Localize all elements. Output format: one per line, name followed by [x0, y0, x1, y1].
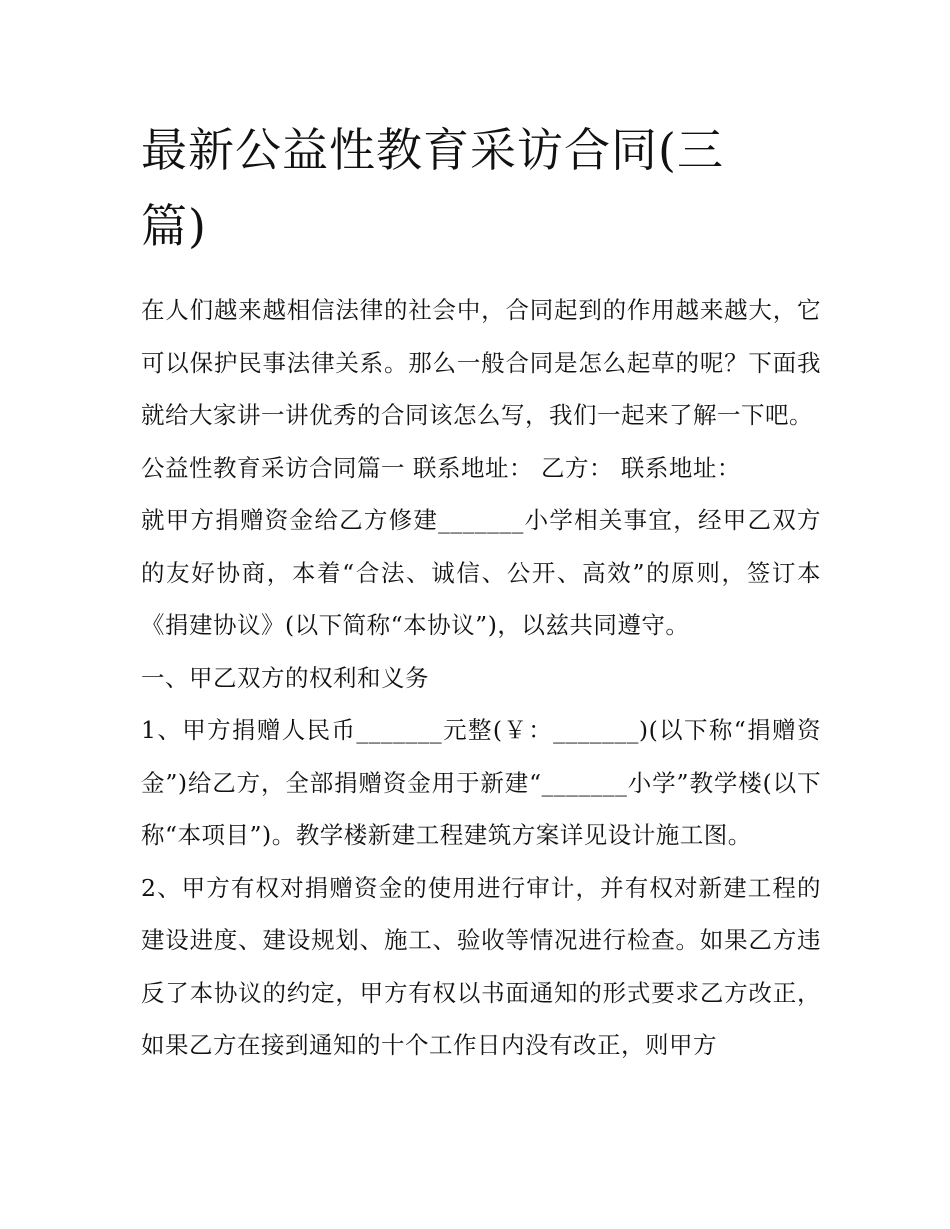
document-content [141, 112, 821, 1072]
section-heading: 一、甲乙双方的权利和义务 [141, 663, 429, 692]
contract-header-line: 公益性教育采访合同篇一 联系地址： 乙方： 联系地址： [141, 453, 741, 482]
document-title: 最新公益性教育采访合同(三篇) [141, 123, 724, 253]
document-body [141, 284, 821, 1072]
clause-2: 2、甲方有权对捐赠资金的使用进行审计，并有权对新建工程的建设进度、建设规划、施工、验收等情况进行检查。如果乙方违反了本协议的约定，甲方有权以书面通知的形式要求乙方改正，如果乙方在接到通知的十个工作日内没有改正，则甲方 [141, 873, 821, 1059]
intro-paragraph: 在人们越来越相信法律的社会中，合同起到的作用越来越大，它可以保护民事法律关系。那么一般合同是怎么起草的呢？下面我就给大家讲一讲优秀的合同该怎么写，我们一起来了解一下吧。 [141, 296, 821, 429]
contract-preamble: 就甲方捐赠资金给乙方修建_______小学相关事宜，经甲乙双方的友好协商，本着“合法、诚信、公开、高效”的原则，签订本《捐建协议》(以下简称“本协议”)，以兹共同遵守。 [141, 506, 821, 639]
clause-1: 1、甲方捐赠人民币_______元整(￥：_______)(以下称“捐赠资金”)给乙方，全部捐赠资金用于新建“_______小学”教学楼(以下称“本项目”)。教学楼新建工程建筑方案详见设计施工图。 [141, 716, 821, 849]
